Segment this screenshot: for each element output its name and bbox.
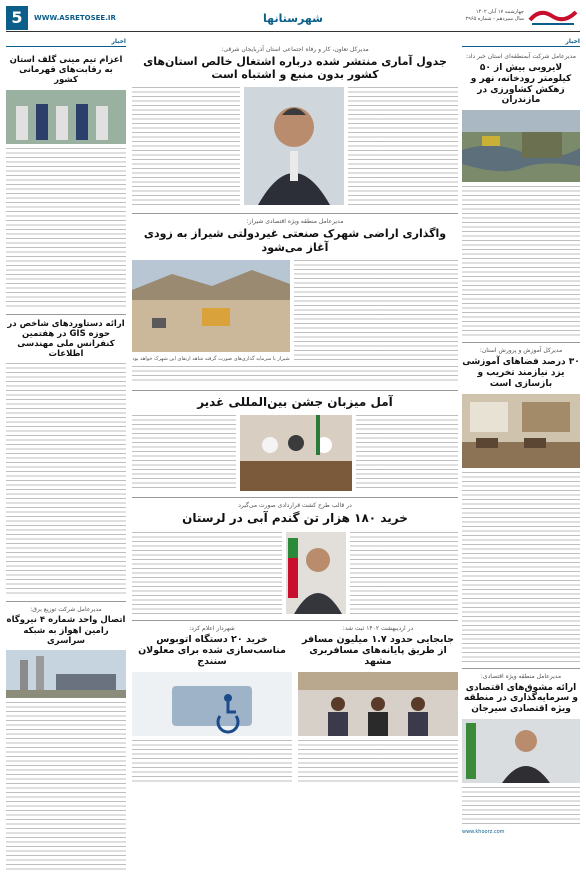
story-headline[interactable]: اتصال واحد شماره ۴ نیروگاه رامین اهواز به شبکه سراسری	[6, 615, 126, 646]
center-column	[132, 38, 458, 868]
official-portrait-photo	[244, 87, 344, 205]
story-body	[294, 260, 458, 362]
footer-url[interactable]: www.khoorz.com	[462, 828, 505, 835]
story-body	[462, 787, 580, 827]
left-column	[6, 38, 126, 868]
story-kicker: مدیرعامل شرکت توزیع برق:	[30, 606, 102, 614]
story-body	[132, 740, 292, 784]
newspaper-logo	[526, 6, 580, 28]
story-headline[interactable]: جابجایی حدود ۱.۷ میلیون مسافر از طریق پایانه‌های مسافربری مشهد	[302, 633, 454, 668]
story-body	[132, 87, 240, 205]
masthead	[6, 6, 580, 32]
team-photo	[6, 90, 126, 144]
classroom-photo	[462, 394, 580, 468]
wheelchair-icon	[224, 694, 232, 702]
story-headline[interactable]: اعزام تیم مینی گلف استان به رقابت‌های قهرمانی کشور	[9, 55, 123, 86]
story-headline[interactable]: لایروبی بیش از ۵۰ کیلومتر رودخانه، نهر و زهکش کشاورزی در مازندران	[470, 63, 572, 106]
story-kicker: شهردار اعلام کرد:	[189, 624, 235, 632]
story-body	[132, 366, 458, 384]
story-body	[298, 740, 458, 784]
story-body	[356, 415, 458, 491]
page-number: 5	[6, 6, 28, 30]
story-body	[6, 363, 126, 595]
power-plant-photo	[6, 650, 126, 698]
story-body	[462, 472, 580, 662]
story-kicker: در اردیبهشت ۱۴۰۲ ثبت شد:	[342, 624, 414, 632]
industrial-site-photo	[132, 260, 290, 352]
story-kicker: مدیرکل آموزش و پرورش استان:	[479, 347, 563, 355]
meeting-photo	[240, 415, 352, 491]
story-headline[interactable]: ارائه مشوق‌های اقتصادی و سرمایه‌گذاری در منطقه ویژه اقتصادی سیرجان	[464, 682, 578, 715]
story-headline[interactable]: خرید ۲۰ دستگاه اتوبوس مناسب‌سازی شده برای معلولان سنندج	[138, 633, 286, 668]
official-portrait-photo	[286, 532, 346, 614]
story-headline[interactable]: آمل میزبان جشن بین‌المللی غدیر	[197, 394, 393, 409]
story-kicker: در قالب طرح کشت قراردادی صورت می‌گیرد	[238, 502, 352, 510]
story-headline[interactable]: خرید ۱۸۰ هزار تن گندم آبی در لرستان	[182, 511, 408, 526]
column-label: اخبار	[6, 38, 126, 47]
right-column	[462, 38, 580, 868]
story-headline[interactable]: ۳۰ درصد فضاهای آموزشی یزد نیازمند تخریب و بازسازی است	[462, 357, 580, 389]
issue-date: چهارشنبه ۱۷ آبان ۱۴۰۲ سال سیزدهم - شماره ۲۹۶۵	[465, 9, 524, 22]
wheelchair-bus-photo	[132, 672, 292, 736]
story-headline[interactable]: واگذاری اراضی شهرک صنعتی غیردولتی شیراز به زودی آغاز می‌شود	[143, 227, 447, 254]
story-kicker: مدیرعامل شرکت آبمنطقه‌ای استان خبر داد:	[466, 53, 576, 60]
story-body	[132, 415, 236, 491]
site-url[interactable]: WWW.ASRETOSEE.IR	[34, 14, 116, 22]
story-kicker: مدیرکل تعاون، کار و رفاه اجتماعی استان آذربایجان شرقی:	[221, 46, 369, 53]
story-body	[6, 148, 126, 308]
story-body	[462, 186, 580, 336]
story-body	[348, 87, 458, 205]
story-headline[interactable]: ارائه دستاوردهای شاخص در حوزه GIS در هفتمین کنفرانس ملی مهندسی اطلاعات	[7, 318, 125, 360]
story-body	[6, 702, 126, 872]
official-portrait-photo	[462, 719, 580, 783]
section-title: شهرستانها	[263, 12, 323, 25]
column-label: اخبار	[462, 38, 580, 47]
story-kicker: مدیرعامل منطقه ویژه اقتصادی:	[480, 672, 562, 680]
photo-caption: شیراز با سرمایه گذاری‌های صورت گرفته شاهد ارتقای این شهرک خواهد بود	[132, 355, 290, 362]
terminal-photo	[298, 672, 458, 736]
river-photo	[462, 110, 580, 182]
story-body	[350, 532, 458, 614]
story-headline[interactable]: جدول آماری منتشر شده درباره اشتغال خالص استان‌های کشور بدون منبع و اشتباه است	[143, 55, 447, 82]
story-kicker: مدیرعامل منطقه ویژه اقتصادی شیراز:	[246, 218, 344, 226]
story-body	[132, 532, 282, 614]
